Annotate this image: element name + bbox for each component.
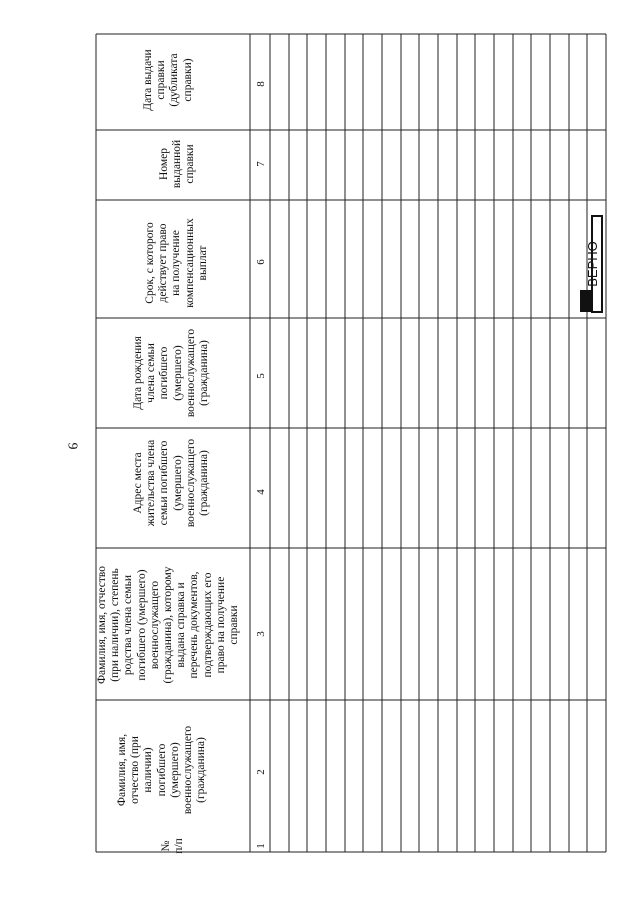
col-number-7: 7 xyxy=(254,161,267,167)
col-number-8: 8 xyxy=(254,81,267,87)
col-number-1: 1 xyxy=(254,843,267,849)
header-col3: Фамилия, имя, отчество (при наличии), степень родства члена семьи погибшего (умершего) военнослужащего (гражданина), которому выдана справка и перечень документов, подтверждающих его право на получение справки xyxy=(96,565,241,685)
header-col2: Фамилия, имя, отчество (при наличии) погибшего (умершего) военнослужащего (гражданина) xyxy=(116,725,208,815)
stamp-text: ВЕРНО xyxy=(585,241,600,287)
col-number-2: 2 xyxy=(254,769,267,775)
header-col8: Дата выдачи справки (дубликата справки) xyxy=(142,49,194,111)
col-number-5: 5 xyxy=(254,373,267,379)
stamp-mark xyxy=(572,210,634,320)
col-number-4: 4 xyxy=(254,489,267,495)
col-number-6: 6 xyxy=(254,259,267,265)
header-col1: № п/п xyxy=(160,838,186,854)
page-number: 9 xyxy=(64,442,80,450)
header-col4: Адрес места жительства члена семьи погибшего (умершего) военнослужащего (гражданина) xyxy=(132,438,211,528)
header-col7: Номер выданной справки xyxy=(158,139,197,189)
col-number-3: 3 xyxy=(254,631,267,637)
header-col6: Срок, с которого действует право на получение компенсационных выплат xyxy=(144,218,209,308)
header-col5: Дата рождения члена семьи погибшего (умершего) военнослужащего (гражданина) xyxy=(132,328,211,418)
